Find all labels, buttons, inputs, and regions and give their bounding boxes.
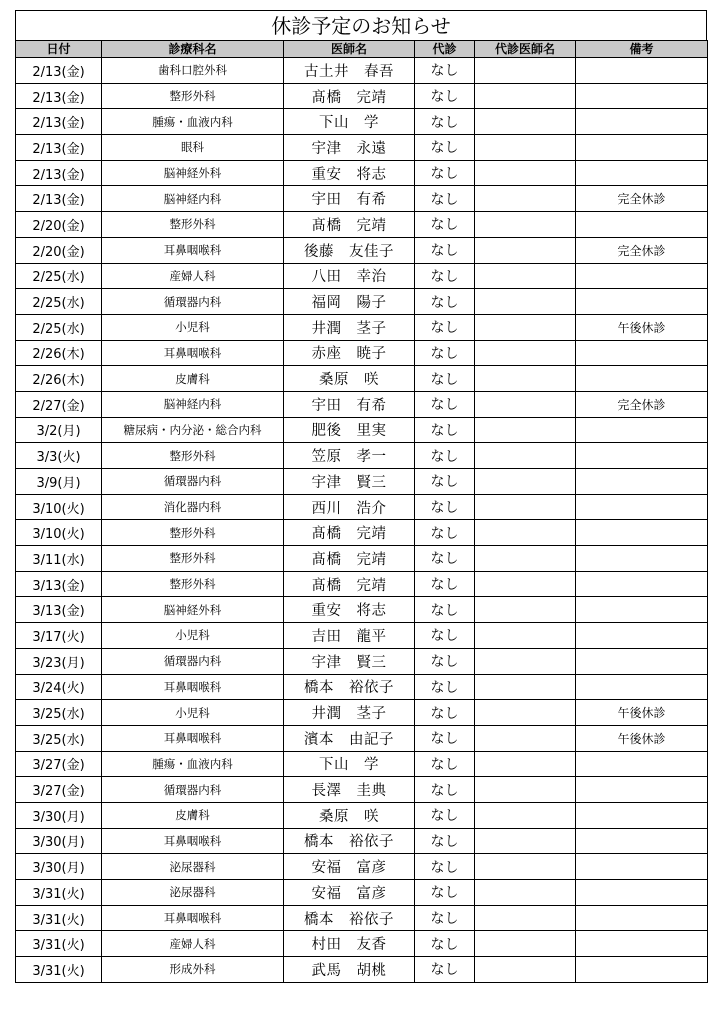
cell-date: 3/10(火) xyxy=(16,494,102,520)
cell-date: 3/31(火) xyxy=(16,931,102,957)
cell-date: 3/31(火) xyxy=(16,905,102,931)
table-row xyxy=(16,289,708,315)
cell-department: 脳神経内科 xyxy=(102,391,284,417)
cell-department: 耳鼻咽喉科 xyxy=(102,237,284,263)
cell-substitute: なし xyxy=(415,546,475,572)
cell-substitute-doctor xyxy=(475,623,576,649)
cell-department: 産婦人科 xyxy=(102,263,284,289)
cell-substitute: なし xyxy=(415,828,475,854)
cell-doctor: 井潤 茎子 xyxy=(284,700,415,726)
cell-substitute: なし xyxy=(415,212,475,238)
cell-date: 2/13(金) xyxy=(16,109,102,135)
table-row xyxy=(16,520,708,546)
cell-department: 形成外科 xyxy=(102,957,284,983)
cell-substitute: なし xyxy=(415,469,475,495)
table-header xyxy=(16,41,708,58)
cell-date: 3/23(月) xyxy=(16,648,102,674)
cell-date: 3/31(火) xyxy=(16,957,102,983)
cell-doctor: 井潤 茎子 xyxy=(284,314,415,340)
cell-substitute: なし xyxy=(415,237,475,263)
header-row xyxy=(16,41,708,58)
cell-department: 小児科 xyxy=(102,700,284,726)
cell-department: 泌尿器科 xyxy=(102,854,284,880)
cell-remarks xyxy=(576,109,708,135)
cell-remarks xyxy=(576,366,708,392)
cell-date: 3/11(水) xyxy=(16,546,102,572)
cell-date: 2/25(水) xyxy=(16,289,102,315)
column-header-remarks: 備考 xyxy=(576,41,708,58)
table-row xyxy=(16,751,708,777)
cell-remarks xyxy=(576,58,708,84)
cell-remarks xyxy=(576,957,708,983)
cell-doctor: 髙橋 完靖 xyxy=(284,546,415,572)
table-row xyxy=(16,880,708,906)
cell-department: 整形外科 xyxy=(102,520,284,546)
cell-department: 整形外科 xyxy=(102,546,284,572)
cell-doctor: 宇津 賢三 xyxy=(284,469,415,495)
cell-substitute-doctor xyxy=(475,494,576,520)
cell-substitute-doctor xyxy=(475,314,576,340)
column-header-substitute-doctor: 代診医師名 xyxy=(475,41,576,58)
cell-doctor: 肥後 里実 xyxy=(284,417,415,443)
cell-substitute: なし xyxy=(415,289,475,315)
cell-date: 2/13(金) xyxy=(16,83,102,109)
cell-date: 3/24(火) xyxy=(16,674,102,700)
cell-remarks: 完全休診 xyxy=(576,391,708,417)
table-row xyxy=(16,546,708,572)
cell-date: 3/9(月) xyxy=(16,469,102,495)
cell-doctor: 下山 学 xyxy=(284,751,415,777)
cell-doctor: 吉田 龍平 xyxy=(284,623,415,649)
table-row xyxy=(16,417,708,443)
cell-department: 皮膚科 xyxy=(102,366,284,392)
cell-remarks xyxy=(576,417,708,443)
cell-date: 3/10(火) xyxy=(16,520,102,546)
cell-substitute: なし xyxy=(415,648,475,674)
cell-substitute: なし xyxy=(415,751,475,777)
table-row xyxy=(16,828,708,854)
cell-remarks xyxy=(576,494,708,520)
table-row xyxy=(16,109,708,135)
cell-date: 3/13(金) xyxy=(16,597,102,623)
cell-department: 脳神経内科 xyxy=(102,186,284,212)
cell-date: 3/30(月) xyxy=(16,802,102,828)
cell-date: 2/20(金) xyxy=(16,212,102,238)
cell-substitute-doctor xyxy=(475,443,576,469)
cell-department: 整形外科 xyxy=(102,83,284,109)
cell-substitute-doctor xyxy=(475,212,576,238)
leave-notice-sheet xyxy=(15,10,707,983)
cell-date: 3/2(月) xyxy=(16,417,102,443)
cell-substitute-doctor xyxy=(475,391,576,417)
cell-doctor: 下山 学 xyxy=(284,109,415,135)
table-row xyxy=(16,160,708,186)
cell-date: 2/26(木) xyxy=(16,366,102,392)
cell-doctor: 髙橋 完靖 xyxy=(284,520,415,546)
cell-remarks xyxy=(576,571,708,597)
cell-remarks xyxy=(576,135,708,161)
table-row xyxy=(16,135,708,161)
cell-remarks xyxy=(576,340,708,366)
table-body xyxy=(16,58,708,983)
cell-substitute-doctor xyxy=(475,237,576,263)
cell-doctor: 髙橋 完靖 xyxy=(284,212,415,238)
cell-substitute: なし xyxy=(415,931,475,957)
cell-doctor: 重安 将志 xyxy=(284,160,415,186)
cell-remarks xyxy=(576,289,708,315)
cell-department: 整形外科 xyxy=(102,571,284,597)
cell-substitute: なし xyxy=(415,263,475,289)
table-row xyxy=(16,802,708,828)
cell-substitute: なし xyxy=(415,443,475,469)
cell-remarks xyxy=(576,905,708,931)
cell-doctor: 長澤 圭典 xyxy=(284,777,415,803)
cell-department: 循環器内科 xyxy=(102,777,284,803)
cell-department: 泌尿器科 xyxy=(102,880,284,906)
cell-remarks xyxy=(576,160,708,186)
cell-doctor: 古土井 春吾 xyxy=(284,58,415,84)
cell-remarks xyxy=(576,83,708,109)
table-row xyxy=(16,957,708,983)
cell-doctor: 髙橋 完靖 xyxy=(284,83,415,109)
cell-doctor: 八田 幸治 xyxy=(284,263,415,289)
cell-doctor: 橋本 裕依子 xyxy=(284,674,415,700)
cell-substitute-doctor xyxy=(475,546,576,572)
table-row xyxy=(16,623,708,649)
table-row xyxy=(16,237,708,263)
cell-substitute: なし xyxy=(415,880,475,906)
cell-doctor: 橋本 裕依子 xyxy=(284,905,415,931)
cell-department: 循環器内科 xyxy=(102,469,284,495)
cell-substitute: なし xyxy=(415,700,475,726)
cell-remarks xyxy=(576,648,708,674)
cell-date: 2/27(金) xyxy=(16,391,102,417)
table-row xyxy=(16,854,708,880)
cell-department: 皮膚科 xyxy=(102,802,284,828)
cell-substitute-doctor xyxy=(475,340,576,366)
cell-doctor: 安福 富彦 xyxy=(284,854,415,880)
cell-remarks xyxy=(576,880,708,906)
cell-substitute-doctor xyxy=(475,83,576,109)
cell-remarks xyxy=(576,597,708,623)
cell-department: 歯科口腔外科 xyxy=(102,58,284,84)
cell-remarks xyxy=(576,520,708,546)
cell-department: 脳神経外科 xyxy=(102,597,284,623)
cell-substitute-doctor xyxy=(475,725,576,751)
cell-substitute: なし xyxy=(415,957,475,983)
column-header-date: 日付 xyxy=(16,41,102,58)
cell-doctor: 武馬 胡桃 xyxy=(284,957,415,983)
cell-substitute: なし xyxy=(415,520,475,546)
cell-department: 小児科 xyxy=(102,623,284,649)
cell-doctor: 宇田 有希 xyxy=(284,186,415,212)
cell-substitute-doctor xyxy=(475,58,576,84)
cell-doctor: 桑原 咲 xyxy=(284,802,415,828)
cell-remarks xyxy=(576,469,708,495)
cell-date: 2/13(金) xyxy=(16,58,102,84)
cell-substitute-doctor xyxy=(475,700,576,726)
column-header-substitute: 代診 xyxy=(415,41,475,58)
cell-remarks: 完全休診 xyxy=(576,237,708,263)
cell-department: 整形外科 xyxy=(102,212,284,238)
cell-department: 耳鼻咽喉科 xyxy=(102,725,284,751)
cell-department: 耳鼻咽喉科 xyxy=(102,340,284,366)
cell-remarks xyxy=(576,546,708,572)
cell-substitute-doctor xyxy=(475,520,576,546)
cell-remarks xyxy=(576,854,708,880)
table-row xyxy=(16,469,708,495)
cell-date: 2/25(水) xyxy=(16,263,102,289)
cell-substitute: なし xyxy=(415,571,475,597)
cell-department: 糖尿病・内分泌・総合内科 xyxy=(102,417,284,443)
cell-department: 小児科 xyxy=(102,314,284,340)
cell-doctor: 赤座 暁子 xyxy=(284,340,415,366)
cell-substitute-doctor xyxy=(475,802,576,828)
cell-date: 3/3(火) xyxy=(16,443,102,469)
cell-department: 消化器内科 xyxy=(102,494,284,520)
cell-date: 2/13(金) xyxy=(16,186,102,212)
cell-substitute: なし xyxy=(415,314,475,340)
cell-doctor: 西川 浩介 xyxy=(284,494,415,520)
cell-substitute-doctor xyxy=(475,289,576,315)
table-row xyxy=(16,571,708,597)
cell-substitute-doctor xyxy=(475,931,576,957)
table-row xyxy=(16,83,708,109)
cell-department: 循環器内科 xyxy=(102,289,284,315)
table-row xyxy=(16,700,708,726)
cell-substitute-doctor xyxy=(475,417,576,443)
cell-date: 3/17(火) xyxy=(16,623,102,649)
cell-substitute-doctor xyxy=(475,366,576,392)
table-row xyxy=(16,366,708,392)
cell-substitute: なし xyxy=(415,905,475,931)
cell-substitute: なし xyxy=(415,186,475,212)
cell-substitute: なし xyxy=(415,777,475,803)
cell-doctor: 村田 友香 xyxy=(284,931,415,957)
cell-substitute: なし xyxy=(415,597,475,623)
cell-department: 耳鼻咽喉科 xyxy=(102,905,284,931)
cell-substitute-doctor xyxy=(475,571,576,597)
cell-substitute: なし xyxy=(415,58,475,84)
table-row xyxy=(16,648,708,674)
cell-date: 2/25(水) xyxy=(16,314,102,340)
cell-date: 3/31(火) xyxy=(16,880,102,906)
cell-substitute: なし xyxy=(415,417,475,443)
cell-department: 腫瘍・血液内科 xyxy=(102,751,284,777)
cell-date: 3/30(月) xyxy=(16,828,102,854)
cell-doctor: 安福 富彦 xyxy=(284,880,415,906)
cell-substitute: なし xyxy=(415,109,475,135)
table-row xyxy=(16,340,708,366)
cell-department: 循環器内科 xyxy=(102,648,284,674)
cell-remarks xyxy=(576,802,708,828)
cell-remarks: 完全休診 xyxy=(576,186,708,212)
cell-substitute-doctor xyxy=(475,109,576,135)
cell-substitute-doctor xyxy=(475,469,576,495)
table-row xyxy=(16,674,708,700)
cell-remarks: 午後休診 xyxy=(576,700,708,726)
cell-doctor: 福岡 陽子 xyxy=(284,289,415,315)
cell-substitute: なし xyxy=(415,623,475,649)
cell-date: 2/13(金) xyxy=(16,160,102,186)
cell-doctor: 橋本 裕依子 xyxy=(284,828,415,854)
cell-department: 耳鼻咽喉科 xyxy=(102,674,284,700)
cell-substitute-doctor xyxy=(475,777,576,803)
cell-remarks xyxy=(576,777,708,803)
cell-substitute-doctor xyxy=(475,828,576,854)
cell-doctor: 桑原 咲 xyxy=(284,366,415,392)
cell-remarks xyxy=(576,212,708,238)
cell-substitute: なし xyxy=(415,854,475,880)
cell-remarks xyxy=(576,828,708,854)
cell-doctor: 宇津 永遠 xyxy=(284,135,415,161)
cell-department: 整形外科 xyxy=(102,443,284,469)
leave-schedule-table xyxy=(15,40,708,983)
cell-remarks xyxy=(576,751,708,777)
cell-remarks xyxy=(576,443,708,469)
cell-department: 脳神経外科 xyxy=(102,160,284,186)
column-header-department: 診療科名 xyxy=(102,41,284,58)
table-row xyxy=(16,494,708,520)
cell-date: 2/13(金) xyxy=(16,135,102,161)
cell-date: 3/25(水) xyxy=(16,700,102,726)
page-title: 休診予定のお知らせ xyxy=(15,10,707,40)
cell-doctor: 宇津 賢三 xyxy=(284,648,415,674)
cell-substitute-doctor xyxy=(475,648,576,674)
cell-substitute: なし xyxy=(415,135,475,161)
cell-substitute-doctor xyxy=(475,674,576,700)
cell-doctor: 髙橋 完靖 xyxy=(284,571,415,597)
table-row xyxy=(16,931,708,957)
cell-remarks: 午後休診 xyxy=(576,314,708,340)
cell-substitute: なし xyxy=(415,674,475,700)
cell-doctor: 後藤 友佳子 xyxy=(284,237,415,263)
cell-doctor: 重安 将志 xyxy=(284,597,415,623)
cell-substitute: なし xyxy=(415,802,475,828)
cell-department: 眼科 xyxy=(102,135,284,161)
cell-date: 3/13(金) xyxy=(16,571,102,597)
table-row xyxy=(16,391,708,417)
cell-substitute: なし xyxy=(415,725,475,751)
cell-substitute-doctor xyxy=(475,905,576,931)
table-row xyxy=(16,443,708,469)
table-row xyxy=(16,777,708,803)
cell-substitute-doctor xyxy=(475,751,576,777)
cell-department: 耳鼻咽喉科 xyxy=(102,828,284,854)
cell-substitute: なし xyxy=(415,83,475,109)
table-row xyxy=(16,58,708,84)
cell-remarks xyxy=(576,674,708,700)
cell-substitute: なし xyxy=(415,391,475,417)
cell-substitute-doctor xyxy=(475,880,576,906)
cell-substitute-doctor xyxy=(475,597,576,623)
cell-remarks xyxy=(576,263,708,289)
cell-substitute: なし xyxy=(415,494,475,520)
cell-substitute: なし xyxy=(415,340,475,366)
table-row xyxy=(16,212,708,238)
cell-substitute-doctor xyxy=(475,854,576,880)
cell-date: 3/27(金) xyxy=(16,751,102,777)
cell-date: 3/30(月) xyxy=(16,854,102,880)
cell-substitute-doctor xyxy=(475,263,576,289)
cell-substitute-doctor xyxy=(475,957,576,983)
table-row xyxy=(16,597,708,623)
cell-remarks xyxy=(576,931,708,957)
table-row xyxy=(16,263,708,289)
cell-department: 産婦人科 xyxy=(102,931,284,957)
cell-doctor: 宇田 有希 xyxy=(284,391,415,417)
cell-doctor: 濱本 由記子 xyxy=(284,725,415,751)
cell-date: 2/26(木) xyxy=(16,340,102,366)
cell-date: 2/20(金) xyxy=(16,237,102,263)
table-row xyxy=(16,905,708,931)
cell-remarks xyxy=(576,623,708,649)
cell-substitute-doctor xyxy=(475,135,576,161)
cell-substitute: なし xyxy=(415,160,475,186)
cell-doctor: 笠原 孝一 xyxy=(284,443,415,469)
cell-substitute: なし xyxy=(415,366,475,392)
cell-department: 腫瘍・血液内科 xyxy=(102,109,284,135)
table-row xyxy=(16,725,708,751)
table-row xyxy=(16,314,708,340)
cell-remarks: 午後休診 xyxy=(576,725,708,751)
column-header-doctor: 医師名 xyxy=(284,41,415,58)
cell-date: 3/27(金) xyxy=(16,777,102,803)
cell-date: 3/25(水) xyxy=(16,725,102,751)
table-row xyxy=(16,186,708,212)
cell-substitute-doctor xyxy=(475,186,576,212)
cell-substitute-doctor xyxy=(475,160,576,186)
